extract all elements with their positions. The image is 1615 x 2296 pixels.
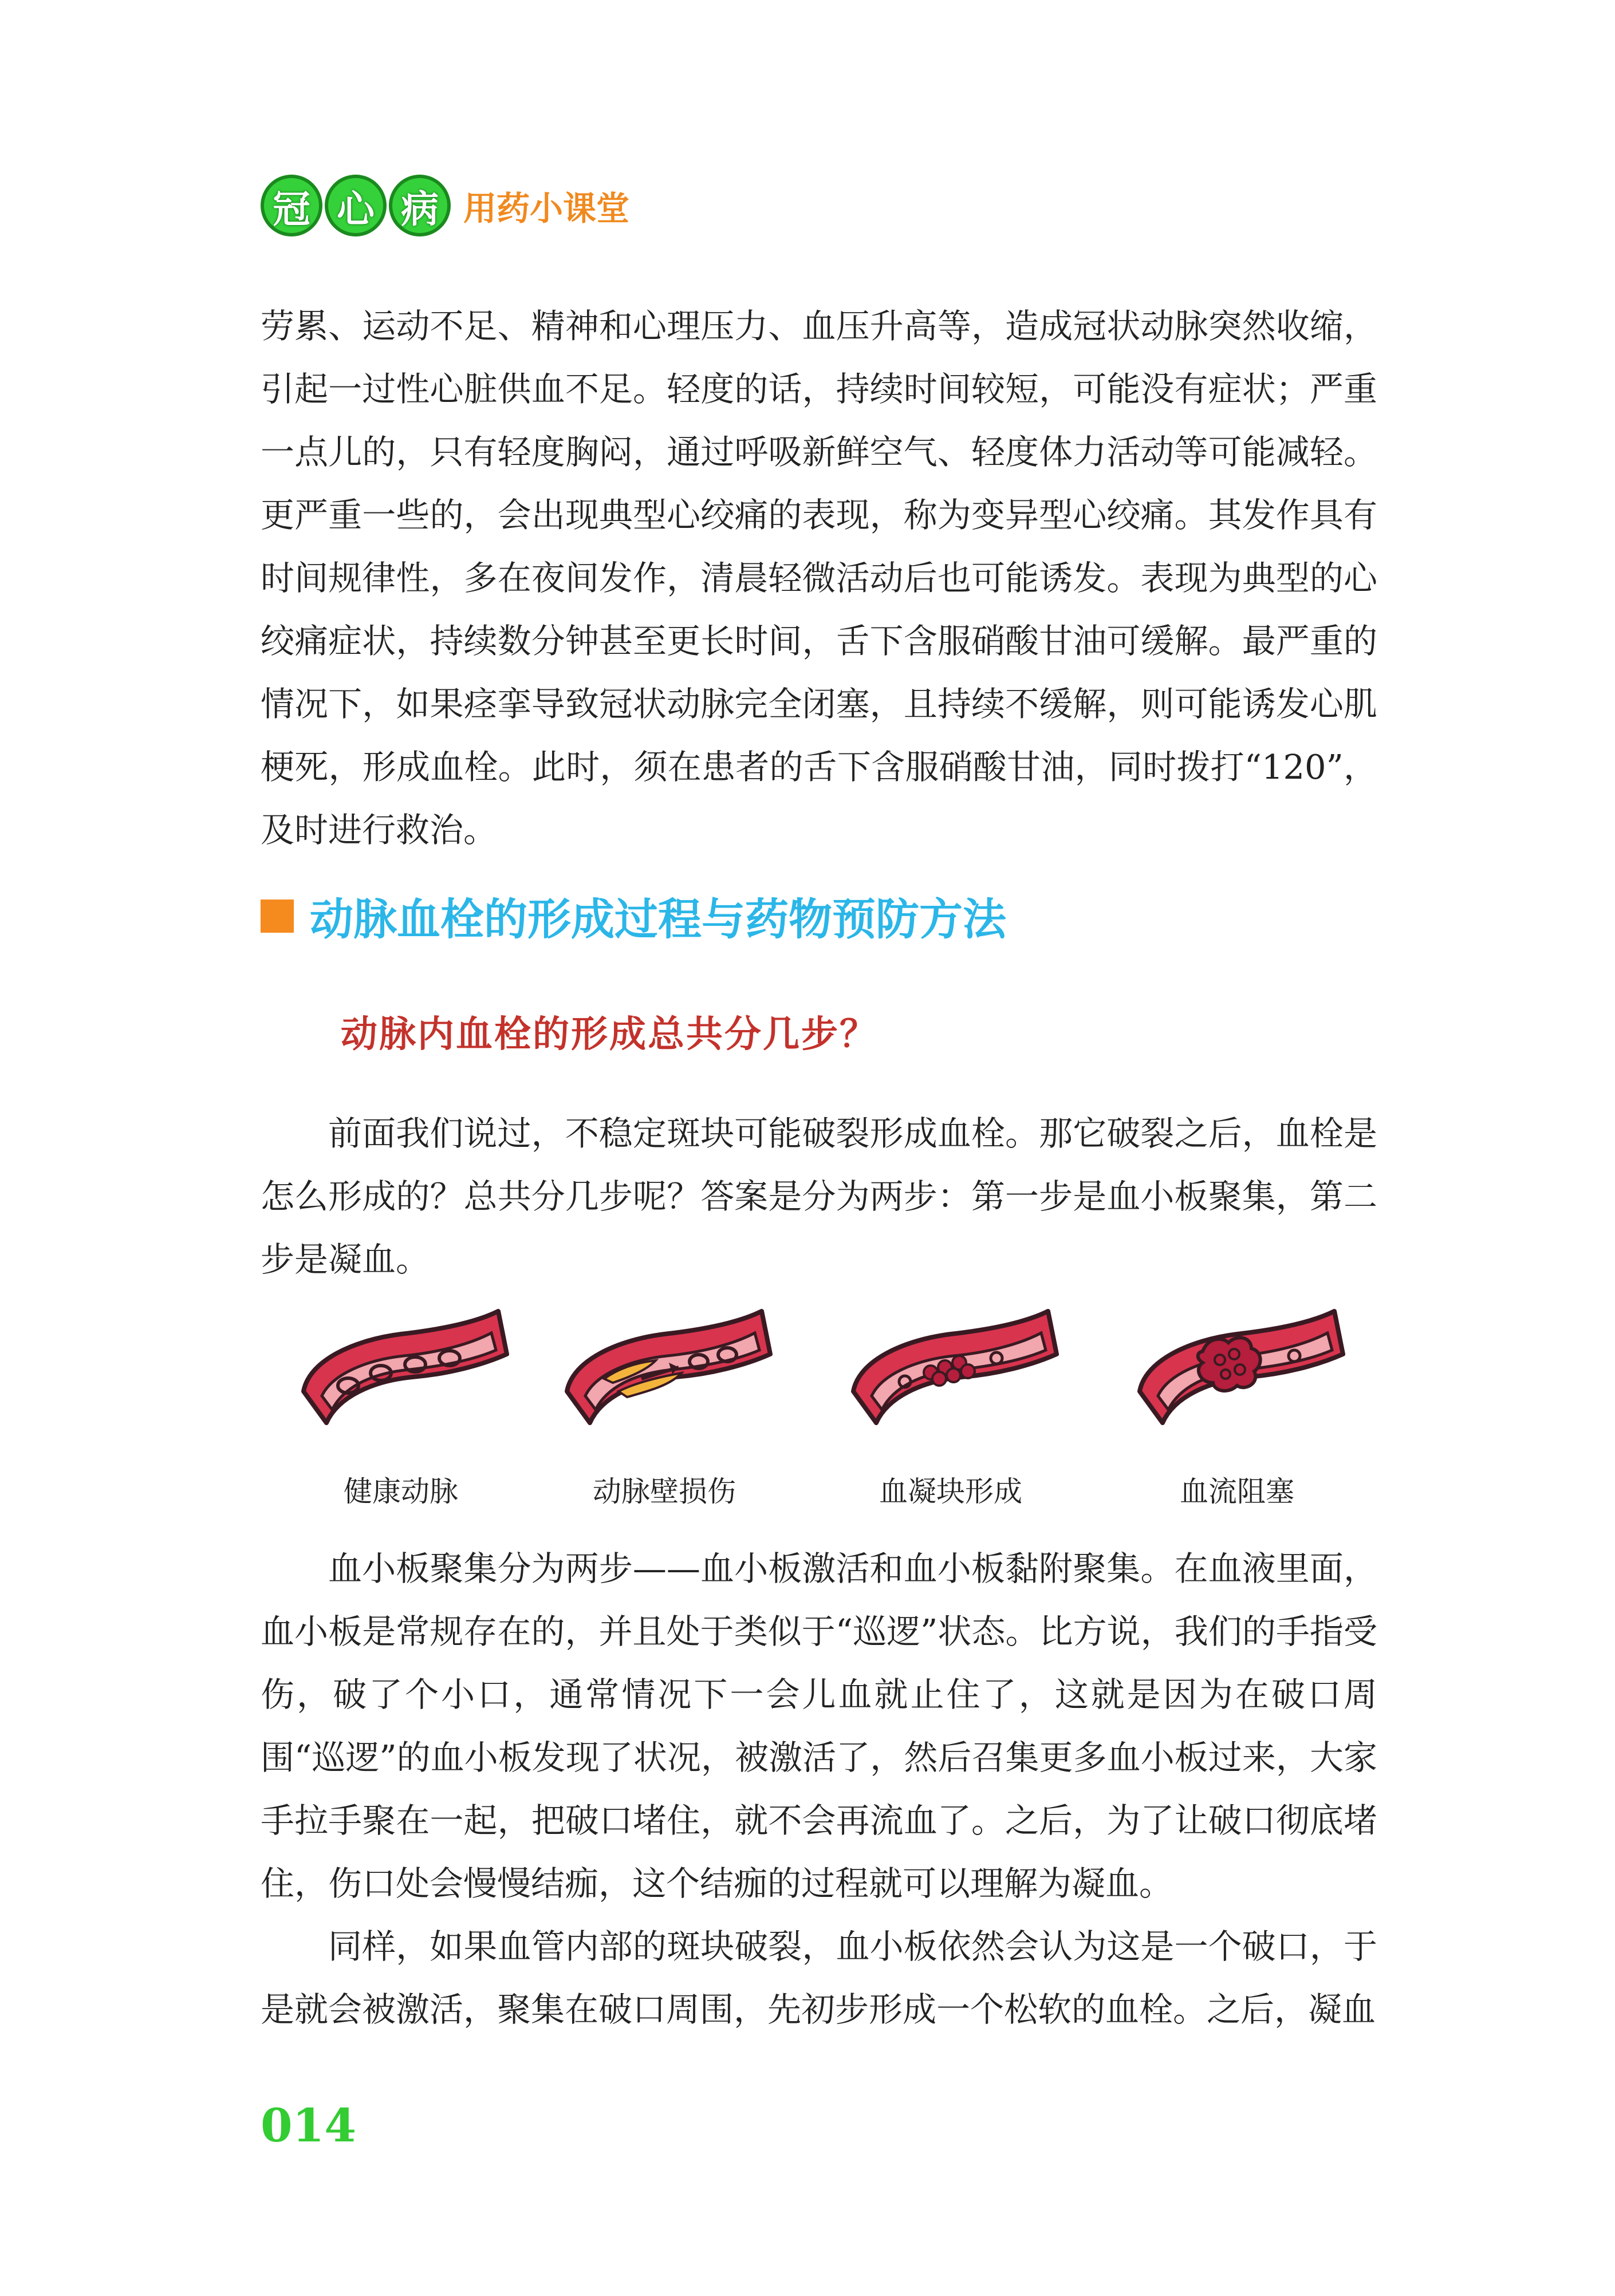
header-badge: 病 bbox=[389, 175, 451, 236]
header-badge: 心 bbox=[325, 175, 387, 236]
page-number: 014 bbox=[261, 2098, 356, 2152]
running-header bbox=[261, 175, 629, 236]
header-badges bbox=[261, 175, 451, 236]
artery-figure bbox=[286, 1305, 1374, 1512]
figure-panel-blocked bbox=[1122, 1305, 1352, 1512]
header-badge: 冠 bbox=[261, 175, 322, 236]
clot-forming-icon bbox=[836, 1305, 1065, 1466]
damaged-artery-icon bbox=[550, 1305, 779, 1466]
paragraph-1: 劳累、运动不足、精神和心理压力、血压升高等，造成冠状动脉突然收缩，引起一过性心脏供血不足。轻度的话，持续时间较短，可能没有症状；严重一点儿的，只有轻度胸闷，通过呼吸新鲜空气、轻度体力活动等可能减轻。更严重一些的，会出现典型心绞痛的表现，称为变异型心绞痛。其发作具有时间规律性，多在夜间发作，清晨轻微活动后也可能诱发。表现为典型的心绞痛症状，持续数分钟甚至更长时间，舌下含服硝酸甘油可缓解。最严重的情况下，如果痉挛导致冠状动脉完全闭塞，且持续不缓解，则可能诱发心肌梗死，形成血栓。此时，须在患者的舌下含服硝酸甘油，同时拨打“120”，及时进行救治。 bbox=[261, 306, 1377, 850]
blocked-artery-icon bbox=[1122, 1305, 1352, 1466]
figure-panel-damage bbox=[550, 1305, 779, 1512]
figure-label: 血凝块形成 bbox=[879, 1475, 1022, 1508]
header-subtitle: 用药小课堂 bbox=[463, 189, 630, 228]
subheading: 动脉内血栓的形成总共分几步？ bbox=[341, 1013, 878, 1056]
section-heading bbox=[261, 885, 1006, 947]
paragraph-2: 前面我们说过，不稳定斑块可能破裂形成血栓。那它破裂之后，血栓是怎么形成的？总共分几步呢？答案是分为两步：第一步是血小板聚集，第二步是凝血。 bbox=[261, 1114, 1377, 1279]
figure-label: 动脉壁损伤 bbox=[593, 1475, 736, 1508]
figure-label: 血流阻塞 bbox=[1180, 1475, 1294, 1508]
figure-panel-healthy bbox=[286, 1305, 515, 1512]
figure-label: 健康动脉 bbox=[344, 1475, 458, 1508]
section-title: 动脉血栓的形成过程与药物预防方法 bbox=[310, 894, 1006, 945]
paragraph-3: 血小板聚集分为两步——血小板激活和血小板黏附聚集。在血液里面，血小板是常规存在的，并且处于类似于“巡逻”状态。比方说，我们的手指受伤，破了个小口，通常情况下一会儿血就止住了，这就是因为在破口周围“巡逻”的血小板发现了状况，被激活了，然后召集更多血小板过来，大家手拉手聚在一起，把破口堵住，就不会再流血了。之后，为了让破口彻底堵住，伤口处会慢慢结痂，这个结痂的过程就可以理解为凝血。 bbox=[261, 1549, 1377, 1903]
paragraph-4: 同样，如果血管内部的斑块破裂，血小板依然会认为这是一个破口，于是就会被激活，聚集在破口周围，先初步形成一个松软的血栓。之后，凝血 bbox=[261, 1927, 1377, 2029]
orange-square-icon bbox=[261, 900, 294, 933]
healthy-artery-icon bbox=[286, 1305, 515, 1466]
figure-panel-clot bbox=[836, 1305, 1065, 1512]
